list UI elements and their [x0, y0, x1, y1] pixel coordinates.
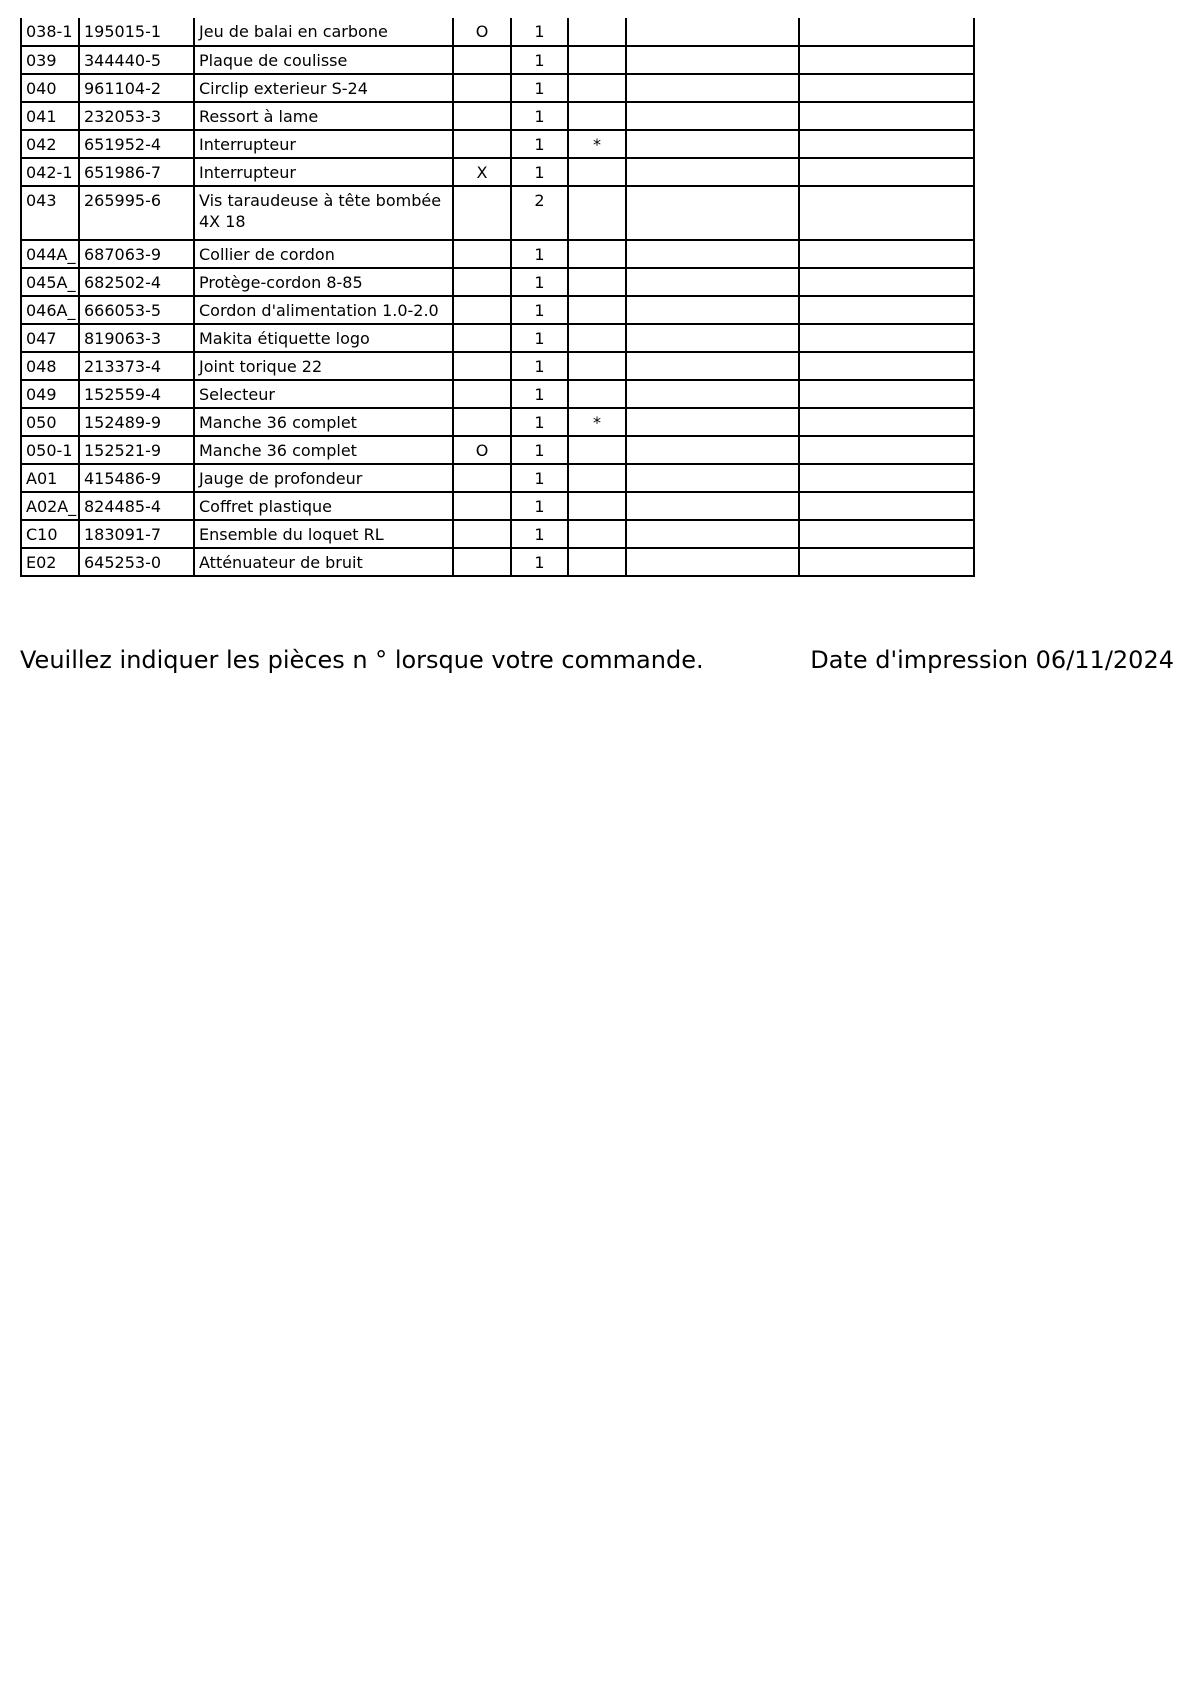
- blank-cell: [626, 324, 799, 352]
- part-number-cell: 152559-4: [79, 380, 194, 408]
- blank-cell: [626, 240, 799, 268]
- mark-cell: [453, 408, 511, 436]
- description-cell: Collier de cordon: [194, 240, 453, 268]
- description-cell: Coffret plastique: [194, 492, 453, 520]
- blank-cell: [799, 74, 974, 102]
- mark-cell: [453, 240, 511, 268]
- blank-cell: [626, 268, 799, 296]
- mark-cell: O: [453, 18, 511, 46]
- blank-cell: [799, 102, 974, 130]
- mark-cell: [453, 186, 511, 240]
- mark-cell: [453, 548, 511, 576]
- table-row: [21, 352, 974, 380]
- table-row: [21, 548, 974, 576]
- mark-cell: O: [453, 436, 511, 464]
- part-number-cell: 152489-9: [79, 408, 194, 436]
- table-row: [21, 158, 974, 186]
- item-number-cell: 045A_: [21, 268, 79, 296]
- quantity-cell: 1: [511, 548, 568, 576]
- item-number-cell: 046A_: [21, 296, 79, 324]
- blank-cell: [799, 436, 974, 464]
- part-number-cell: 824485-4: [79, 492, 194, 520]
- table-row: [21, 296, 974, 324]
- part-number-cell: 819063-3: [79, 324, 194, 352]
- parts-table-body: [21, 18, 974, 576]
- item-number-cell: 039: [21, 46, 79, 74]
- part-number-cell: 682502-4: [79, 268, 194, 296]
- description-cell: Selecteur: [194, 380, 453, 408]
- part-number-cell: 651986-7: [79, 158, 194, 186]
- note-cell: [568, 18, 626, 46]
- mark-cell: [453, 520, 511, 548]
- quantity-cell: 1: [511, 324, 568, 352]
- blank-cell: [799, 268, 974, 296]
- note-cell: [568, 46, 626, 74]
- mark-cell: [453, 130, 511, 158]
- table-row: [21, 130, 974, 158]
- note-cell: [568, 102, 626, 130]
- quantity-cell: 1: [511, 240, 568, 268]
- print-date: Date d'impression 06/11/2024: [810, 646, 1174, 674]
- description-cell: Interrupteur: [194, 130, 453, 158]
- mark-cell: [453, 352, 511, 380]
- quantity-cell: 1: [511, 436, 568, 464]
- blank-cell: [799, 464, 974, 492]
- quantity-cell: 2: [511, 186, 568, 240]
- blank-cell: [626, 436, 799, 464]
- description-cell: Joint torique 22: [194, 352, 453, 380]
- blank-cell: [626, 102, 799, 130]
- table-row: [21, 492, 974, 520]
- blank-cell: [626, 464, 799, 492]
- part-number-cell: 344440-5: [79, 46, 194, 74]
- description-cell: Jeu de balai en carbone: [194, 18, 453, 46]
- note-cell: [568, 492, 626, 520]
- blank-cell: [799, 324, 974, 352]
- mark-cell: [453, 296, 511, 324]
- note-cell: [568, 324, 626, 352]
- table-row: [21, 408, 974, 436]
- part-number-cell: 213373-4: [79, 352, 194, 380]
- part-number-cell: 645253-0: [79, 548, 194, 576]
- quantity-cell: 1: [511, 158, 568, 186]
- blank-cell: [626, 74, 799, 102]
- item-number-cell: 050: [21, 408, 79, 436]
- blank-cell: [799, 520, 974, 548]
- description-cell: Makita étiquette logo: [194, 324, 453, 352]
- blank-cell: [626, 186, 799, 240]
- quantity-cell: 1: [511, 74, 568, 102]
- item-number-cell: 047: [21, 324, 79, 352]
- mark-cell: X: [453, 158, 511, 186]
- blank-cell: [799, 130, 974, 158]
- mark-cell: [453, 268, 511, 296]
- blank-cell: [799, 296, 974, 324]
- note-cell: [568, 464, 626, 492]
- part-number-cell: 687063-9: [79, 240, 194, 268]
- mark-cell: [453, 46, 511, 74]
- description-cell: Atténuateur de bruit: [194, 548, 453, 576]
- table-row: [21, 186, 974, 240]
- table-row: [21, 436, 974, 464]
- blank-cell: [799, 380, 974, 408]
- quantity-cell: 1: [511, 268, 568, 296]
- note-cell: *: [568, 130, 626, 158]
- blank-cell: [626, 520, 799, 548]
- description-cell: Manche 36 complet: [194, 436, 453, 464]
- blank-cell: [799, 240, 974, 268]
- note-cell: [568, 352, 626, 380]
- blank-cell: [799, 548, 974, 576]
- mark-cell: [453, 74, 511, 102]
- blank-cell: [626, 158, 799, 186]
- quantity-cell: 1: [511, 130, 568, 158]
- note-cell: [568, 380, 626, 408]
- note-cell: *: [568, 408, 626, 436]
- quantity-cell: 1: [511, 18, 568, 46]
- part-number-cell: 666053-5: [79, 296, 194, 324]
- table-row: [21, 464, 974, 492]
- order-instruction-note: Veuillez indiquer les pièces n ° lorsque votre commande.: [20, 646, 704, 674]
- blank-cell: [626, 18, 799, 46]
- blank-cell: [626, 492, 799, 520]
- table-row: [21, 74, 974, 102]
- parts-table: [20, 18, 975, 577]
- blank-cell: [626, 296, 799, 324]
- blank-cell: [626, 548, 799, 576]
- part-number-cell: 183091-7: [79, 520, 194, 548]
- item-number-cell: 040: [21, 74, 79, 102]
- blank-cell: [626, 46, 799, 74]
- part-number-cell: 152521-9: [79, 436, 194, 464]
- item-number-cell: A01: [21, 464, 79, 492]
- quantity-cell: 1: [511, 46, 568, 74]
- blank-cell: [799, 18, 974, 46]
- table-row: [21, 46, 974, 74]
- item-number-cell: 050-1: [21, 436, 79, 464]
- part-number-cell: 961104-2: [79, 74, 194, 102]
- quantity-cell: 1: [511, 296, 568, 324]
- blank-cell: [626, 380, 799, 408]
- part-number-cell: 265995-6: [79, 186, 194, 240]
- part-number-cell: 415486-9: [79, 464, 194, 492]
- item-number-cell: 044A_: [21, 240, 79, 268]
- description-cell: Vis taraudeuse à tête bombée 4X 18: [194, 186, 453, 240]
- table-row: [21, 102, 974, 130]
- item-number-cell: 038-1: [21, 18, 79, 46]
- item-number-cell: 042: [21, 130, 79, 158]
- mark-cell: [453, 324, 511, 352]
- blank-cell: [799, 352, 974, 380]
- description-cell: Ensemble du loquet RL: [194, 520, 453, 548]
- note-cell: [568, 74, 626, 102]
- mark-cell: [453, 464, 511, 492]
- blank-cell: [799, 46, 974, 74]
- quantity-cell: 1: [511, 520, 568, 548]
- table-row: [21, 268, 974, 296]
- note-cell: [568, 158, 626, 186]
- blank-cell: [799, 408, 974, 436]
- item-number-cell: 041: [21, 102, 79, 130]
- item-number-cell: E02: [21, 548, 79, 576]
- note-cell: [568, 436, 626, 464]
- mark-cell: [453, 380, 511, 408]
- item-number-cell: C10: [21, 520, 79, 548]
- table-row: [21, 240, 974, 268]
- quantity-cell: 1: [511, 380, 568, 408]
- blank-cell: [799, 158, 974, 186]
- quantity-cell: 1: [511, 352, 568, 380]
- mark-cell: [453, 492, 511, 520]
- quantity-cell: 1: [511, 464, 568, 492]
- description-cell: Interrupteur: [194, 158, 453, 186]
- table-row: [21, 324, 974, 352]
- part-number-cell: 232053-3: [79, 102, 194, 130]
- note-cell: [568, 520, 626, 548]
- quantity-cell: 1: [511, 102, 568, 130]
- description-cell: Protège-cordon 8-85: [194, 268, 453, 296]
- blank-cell: [626, 130, 799, 158]
- blank-cell: [626, 352, 799, 380]
- note-cell: [568, 268, 626, 296]
- note-cell: [568, 296, 626, 324]
- item-number-cell: 048: [21, 352, 79, 380]
- blank-cell: [626, 408, 799, 436]
- quantity-cell: 1: [511, 408, 568, 436]
- item-number-cell: A02A_: [21, 492, 79, 520]
- description-cell: Manche 36 complet: [194, 408, 453, 436]
- quantity-cell: 1: [511, 492, 568, 520]
- mark-cell: [453, 102, 511, 130]
- part-number-cell: 195015-1: [79, 18, 194, 46]
- item-number-cell: 042-1: [21, 158, 79, 186]
- item-number-cell: 043: [21, 186, 79, 240]
- note-cell: [568, 186, 626, 240]
- note-cell: [568, 548, 626, 576]
- blank-cell: [799, 492, 974, 520]
- table-row: [21, 18, 974, 46]
- description-cell: Cordon d'alimentation 1.0-2.0: [194, 296, 453, 324]
- table-row: [21, 380, 974, 408]
- description-cell: Ressort à lame: [194, 102, 453, 130]
- item-number-cell: 049: [21, 380, 79, 408]
- description-cell: Circlip exterieur S-24: [194, 74, 453, 102]
- note-cell: [568, 240, 626, 268]
- part-number-cell: 651952-4: [79, 130, 194, 158]
- table-row: [21, 520, 974, 548]
- blank-cell: [799, 186, 974, 240]
- description-cell: Jauge de profondeur: [194, 464, 453, 492]
- description-cell: Plaque de coulisse: [194, 46, 453, 74]
